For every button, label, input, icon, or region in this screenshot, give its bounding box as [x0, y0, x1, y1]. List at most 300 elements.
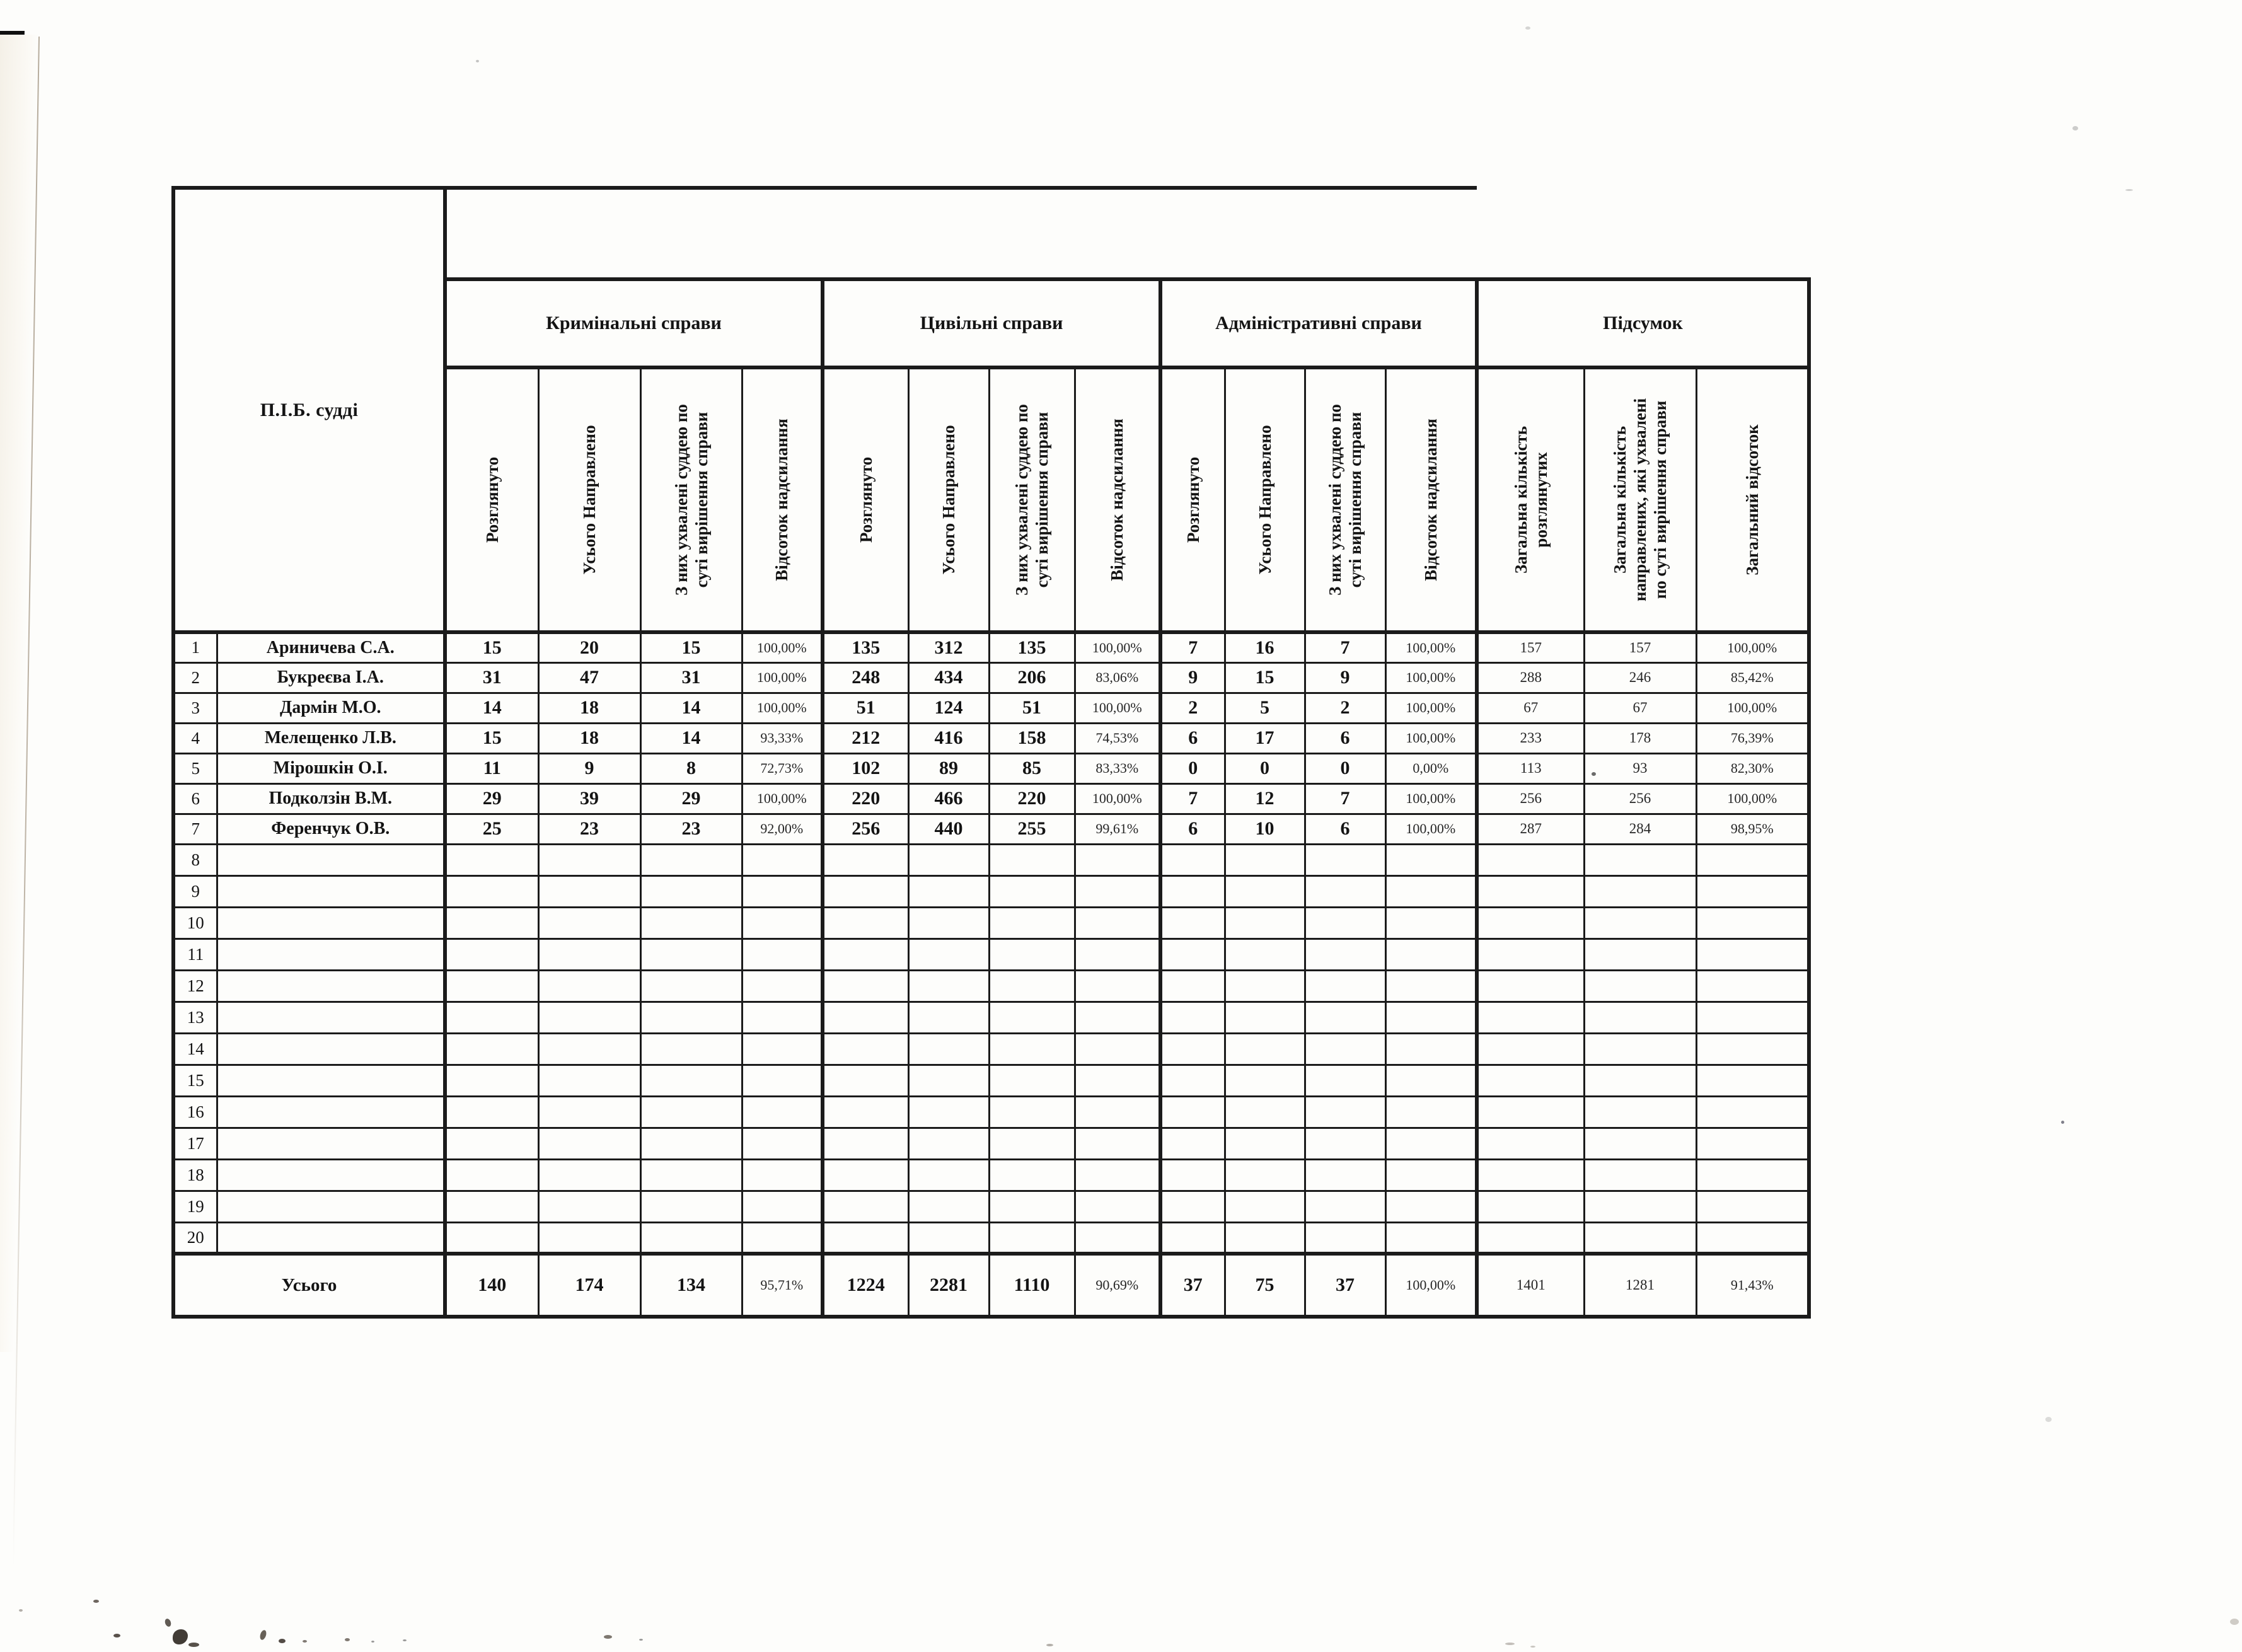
judge-name — [217, 1128, 445, 1159]
value-cell: 15 — [640, 632, 742, 662]
value-cell — [908, 1033, 989, 1065]
value-cell — [989, 907, 1075, 939]
value-cell — [1225, 907, 1305, 939]
value-cell — [445, 1096, 538, 1128]
column-header: Розглянуто — [445, 367, 538, 632]
value-cell — [445, 1222, 538, 1254]
table-row — [173, 693, 1809, 723]
judge-name — [217, 1159, 445, 1191]
value-cell — [1160, 875, 1225, 907]
judge-name — [217, 875, 445, 907]
value-cell — [1696, 1222, 1809, 1254]
value-cell — [640, 1159, 742, 1191]
value-cell — [1696, 1128, 1809, 1159]
value-cell — [1305, 1002, 1385, 1033]
value-cell — [445, 875, 538, 907]
table-row — [173, 814, 1809, 844]
value-cell: 7 — [1305, 783, 1385, 814]
value-cell — [538, 907, 640, 939]
total-value-cell: 95,71% — [742, 1254, 823, 1317]
value-cell — [640, 1096, 742, 1128]
value-cell — [1696, 1065, 1809, 1096]
table-row — [173, 1033, 1809, 1065]
total-value-cell: 37 — [1160, 1254, 1225, 1317]
value-cell — [1477, 844, 1584, 875]
value-cell — [823, 907, 908, 939]
total-value-cell: 174 — [538, 1254, 640, 1317]
value-cell — [1305, 1191, 1385, 1222]
value-cell — [823, 1128, 908, 1159]
value-cell — [989, 1096, 1075, 1128]
value-cell — [1225, 1065, 1305, 1096]
value-cell — [640, 1128, 742, 1159]
value-cell — [1075, 1128, 1160, 1159]
value-cell — [1160, 1159, 1225, 1191]
value-cell: 135 — [989, 632, 1075, 662]
value-cell: 93,33% — [742, 723, 823, 753]
value-cell — [640, 907, 742, 939]
value-cell — [1385, 844, 1477, 875]
scan-speck — [188, 1643, 199, 1647]
value-cell — [1477, 1222, 1584, 1254]
value-cell — [538, 1159, 640, 1191]
value-cell: 100,00% — [1385, 632, 1477, 662]
judge-name — [217, 939, 445, 970]
value-cell: 248 — [823, 662, 908, 693]
value-cell — [1584, 1191, 1696, 1222]
value-cell — [445, 1033, 538, 1065]
value-cell: 16 — [1225, 632, 1305, 662]
value-cell — [742, 875, 823, 907]
pib-header-label: П.І.Б. судді — [260, 399, 359, 420]
column-header: Загальна кількість направлених, які ухвалені по суті вирішення справи — [1584, 367, 1696, 632]
column-header: Загальна кількість розглянутих — [1477, 367, 1584, 632]
value-cell — [1075, 907, 1160, 939]
value-cell: 100,00% — [1696, 783, 1809, 814]
total-value-cell: 91,43% — [1696, 1254, 1809, 1317]
group-header-civil: Цивільні справи — [823, 279, 1160, 367]
value-cell — [538, 1128, 640, 1159]
value-cell — [1225, 1159, 1305, 1191]
value-cell — [1160, 907, 1225, 939]
value-cell — [1385, 1128, 1477, 1159]
value-cell: 220 — [989, 783, 1075, 814]
value-cell: 83,33% — [1075, 753, 1160, 783]
column-header: З них ухвалені суддею по суті вирішення справи — [640, 367, 742, 632]
value-cell — [538, 1033, 640, 1065]
total-value-cell: 134 — [640, 1254, 742, 1317]
scan-speck — [2045, 1417, 2052, 1422]
value-cell: 157 — [1477, 632, 1584, 662]
value-cell: 256 — [1477, 783, 1584, 814]
value-cell: 67 — [1584, 693, 1696, 723]
value-cell — [1584, 1222, 1696, 1254]
value-cell — [1385, 1002, 1477, 1033]
value-cell — [989, 1159, 1075, 1191]
total-value-cell: 1281 — [1584, 1254, 1696, 1317]
value-cell — [640, 970, 742, 1002]
table-row — [173, 753, 1809, 783]
value-cell — [1305, 1128, 1385, 1159]
judge-name — [217, 1096, 445, 1128]
value-cell — [1696, 1096, 1809, 1128]
value-cell: 76,39% — [1696, 723, 1809, 753]
table-row — [173, 1159, 1809, 1191]
value-cell: 178 — [1584, 723, 1696, 753]
value-cell: 158 — [989, 723, 1075, 753]
total-row — [173, 1254, 1809, 1317]
judge-name — [217, 844, 445, 875]
value-cell — [1385, 1096, 1477, 1128]
value-cell: 9 — [1305, 662, 1385, 693]
value-cell: 100,00% — [1385, 723, 1477, 753]
value-cell: 100,00% — [742, 693, 823, 723]
value-cell: 6 — [1305, 723, 1385, 753]
value-cell: 23 — [538, 814, 640, 844]
value-cell: 29 — [640, 783, 742, 814]
value-cell: 100,00% — [1075, 783, 1160, 814]
judge-name: Мірошкін О.І. — [217, 753, 445, 783]
value-cell — [989, 939, 1075, 970]
scan-speck — [1525, 26, 1530, 30]
value-cell: 82,30% — [1696, 753, 1809, 783]
scan-speck — [259, 1629, 268, 1641]
scan-speck — [371, 1641, 374, 1643]
value-cell — [1477, 1191, 1584, 1222]
value-cell: 0,00% — [1385, 753, 1477, 783]
value-cell: 246 — [1584, 662, 1696, 693]
value-cell — [742, 1065, 823, 1096]
column-header: Відсоток надсилання — [742, 367, 823, 632]
value-cell — [445, 1159, 538, 1191]
column-header: Відсоток надсилання — [1075, 367, 1160, 632]
value-cell — [1305, 939, 1385, 970]
value-cell: 67 — [1477, 693, 1584, 723]
row-number: 11 — [173, 939, 217, 970]
value-cell — [1584, 970, 1696, 1002]
value-cell — [823, 1065, 908, 1096]
judge-name — [217, 1191, 445, 1222]
value-cell — [1225, 1096, 1305, 1128]
value-cell — [1696, 970, 1809, 1002]
value-cell — [1696, 939, 1809, 970]
value-cell — [1385, 970, 1477, 1002]
scan-speck — [113, 1634, 120, 1638]
value-cell: 14 — [640, 693, 742, 723]
value-cell: 113 — [1477, 753, 1584, 783]
value-cell — [823, 844, 908, 875]
value-cell — [1584, 1033, 1696, 1065]
row-number: 7 — [173, 814, 217, 844]
value-cell — [989, 970, 1075, 1002]
value-cell — [1305, 1222, 1385, 1254]
value-cell — [640, 1002, 742, 1033]
value-cell — [640, 844, 742, 875]
value-cell — [1225, 1222, 1305, 1254]
value-cell — [989, 1128, 1075, 1159]
scan-speck — [19, 1609, 23, 1612]
value-cell: 29 — [445, 783, 538, 814]
scan-speck — [1530, 1646, 1535, 1648]
value-cell: 256 — [823, 814, 908, 844]
value-cell — [1584, 875, 1696, 907]
value-cell — [1305, 1065, 1385, 1096]
table-row — [173, 1002, 1809, 1033]
value-cell — [742, 907, 823, 939]
value-cell — [445, 1065, 538, 1096]
value-cell — [1385, 875, 1477, 907]
judge-name: Подколзін В.М. — [217, 783, 445, 814]
value-cell — [908, 1191, 989, 1222]
judge-name: Букреєва І.А. — [217, 662, 445, 693]
court-statistics-table — [171, 186, 1811, 1319]
scan-speck — [303, 1640, 307, 1643]
scan-speck — [173, 1629, 188, 1644]
value-cell — [989, 875, 1075, 907]
row-number: 6 — [173, 783, 217, 814]
value-cell — [1477, 939, 1584, 970]
value-cell — [1696, 1033, 1809, 1065]
table-row — [173, 907, 1809, 939]
value-cell — [538, 1002, 640, 1033]
column-header: Розглянуто — [823, 367, 908, 632]
value-cell — [989, 1222, 1075, 1254]
total-value-cell: 1110 — [989, 1254, 1075, 1317]
value-cell: 51 — [823, 693, 908, 723]
value-cell — [1305, 907, 1385, 939]
value-cell — [1477, 1159, 1584, 1191]
value-cell: 206 — [989, 662, 1075, 693]
value-cell: 11 — [445, 753, 538, 783]
value-cell: 255 — [989, 814, 1075, 844]
value-cell: 99,61% — [1075, 814, 1160, 844]
value-cell — [445, 939, 538, 970]
value-cell — [989, 1065, 1075, 1096]
judge-name — [217, 907, 445, 939]
value-cell: 14 — [640, 723, 742, 753]
value-cell — [1225, 1002, 1305, 1033]
value-cell: 100,00% — [1696, 632, 1809, 662]
value-cell — [640, 1065, 742, 1096]
value-cell — [1225, 1128, 1305, 1159]
value-cell: 212 — [823, 723, 908, 753]
value-cell — [742, 1159, 823, 1191]
value-cell: 102 — [823, 753, 908, 783]
scan-speck — [1046, 1644, 1053, 1646]
value-cell — [538, 1222, 640, 1254]
column-header: Усього Направлено — [1225, 367, 1305, 632]
value-cell: 284 — [1584, 814, 1696, 844]
value-cell — [1075, 1065, 1160, 1096]
value-cell — [1075, 970, 1160, 1002]
value-cell: 6 — [1160, 723, 1225, 753]
value-cell — [1584, 1002, 1696, 1033]
group-header-administrative: Адміністративні справи — [1160, 279, 1477, 367]
column-header: Усього Направлено — [538, 367, 640, 632]
value-cell — [1477, 970, 1584, 1002]
value-cell: 15 — [1225, 662, 1305, 693]
value-cell — [742, 970, 823, 1002]
value-cell: 18 — [538, 693, 640, 723]
value-cell: 7 — [1160, 783, 1225, 814]
table-row — [173, 662, 1809, 693]
value-cell — [1385, 1033, 1477, 1065]
value-cell — [1696, 1159, 1809, 1191]
value-cell: 124 — [908, 693, 989, 723]
scan-speck — [2230, 1619, 2239, 1625]
value-cell — [1696, 1191, 1809, 1222]
scan-speck — [403, 1639, 407, 1641]
row-number: 1 — [173, 632, 217, 662]
total-value-cell: 1224 — [823, 1254, 908, 1317]
column-header: З них ухвалені суддею по суті вирішення справи — [1305, 367, 1385, 632]
value-cell — [1305, 844, 1385, 875]
value-cell — [1160, 1128, 1225, 1159]
value-cell — [1584, 1096, 1696, 1128]
judge-name — [217, 1002, 445, 1033]
value-cell — [1225, 1033, 1305, 1065]
value-cell — [823, 1002, 908, 1033]
value-cell — [908, 970, 989, 1002]
value-cell: 135 — [823, 632, 908, 662]
value-cell — [1305, 1096, 1385, 1128]
value-cell — [445, 1128, 538, 1159]
row-number: 8 — [173, 844, 217, 875]
value-cell: 100,00% — [742, 783, 823, 814]
value-cell: 6 — [1160, 814, 1225, 844]
value-cell: 2 — [1305, 693, 1385, 723]
value-cell: 100,00% — [1385, 814, 1477, 844]
value-cell: 434 — [908, 662, 989, 693]
judge-name — [217, 1065, 445, 1096]
value-cell: 440 — [908, 814, 989, 844]
value-cell — [1584, 1065, 1696, 1096]
value-cell — [1305, 1033, 1385, 1065]
judge-name: Мелещенко Л.В. — [217, 723, 445, 753]
value-cell — [1584, 907, 1696, 939]
value-cell — [908, 939, 989, 970]
judge-name — [217, 970, 445, 1002]
table-row — [173, 723, 1809, 753]
value-cell — [908, 1002, 989, 1033]
value-cell — [823, 875, 908, 907]
value-cell — [742, 1002, 823, 1033]
column-header: Усього Направлено — [908, 367, 989, 632]
value-cell — [1160, 939, 1225, 970]
row-number: 9 — [173, 875, 217, 907]
value-cell — [908, 1096, 989, 1128]
value-cell: 17 — [1225, 723, 1305, 753]
value-cell: 0 — [1160, 753, 1225, 783]
value-cell: 9 — [538, 753, 640, 783]
value-cell: 8 — [640, 753, 742, 783]
value-cell — [823, 939, 908, 970]
value-cell — [538, 844, 640, 875]
value-cell — [1385, 1159, 1477, 1191]
value-cell: 0 — [1225, 753, 1305, 783]
value-cell: 9 — [1160, 662, 1225, 693]
row-number: 20 — [173, 1222, 217, 1254]
value-cell — [1160, 844, 1225, 875]
total-value-cell: 75 — [1225, 1254, 1305, 1317]
row-number: 12 — [173, 970, 217, 1002]
value-cell: 100,00% — [1385, 783, 1477, 814]
value-cell — [1225, 875, 1305, 907]
value-cell: 98,95% — [1696, 814, 1809, 844]
value-cell — [445, 970, 538, 1002]
value-cell — [1696, 907, 1809, 939]
scan-speck — [164, 1618, 172, 1627]
top-strip-row — [173, 188, 1809, 279]
value-cell: 466 — [908, 783, 989, 814]
value-cell: 100,00% — [1075, 632, 1160, 662]
value-cell — [1385, 1191, 1477, 1222]
value-cell — [1075, 1159, 1160, 1191]
value-cell: 92,00% — [742, 814, 823, 844]
row-number: 16 — [173, 1096, 217, 1128]
value-cell — [742, 1191, 823, 1222]
value-cell: 7 — [1160, 632, 1225, 662]
row-number: 2 — [173, 662, 217, 693]
value-cell: 312 — [908, 632, 989, 662]
value-cell: 51 — [989, 693, 1075, 723]
value-cell — [640, 939, 742, 970]
value-cell: 85,42% — [1696, 662, 1809, 693]
value-cell: 20 — [538, 632, 640, 662]
value-cell — [1160, 1065, 1225, 1096]
value-cell: 233 — [1477, 723, 1584, 753]
table-row — [173, 1096, 1809, 1128]
value-cell: 100,00% — [1075, 693, 1160, 723]
value-cell — [1477, 875, 1584, 907]
value-cell: 74,53% — [1075, 723, 1160, 753]
value-cell: 220 — [823, 783, 908, 814]
scan-speck — [2072, 126, 2078, 130]
table-row — [173, 970, 1809, 1002]
value-cell: 93 — [1584, 753, 1696, 783]
value-cell: 83,06% — [1075, 662, 1160, 693]
value-cell — [1305, 875, 1385, 907]
scan-speck — [2125, 189, 2133, 191]
value-cell — [445, 1191, 538, 1222]
column-header: Загальний відсоток — [1696, 367, 1809, 632]
value-cell: 416 — [908, 723, 989, 753]
value-cell — [989, 1002, 1075, 1033]
judge-name — [217, 1222, 445, 1254]
value-cell — [908, 1222, 989, 1254]
value-cell — [1584, 1128, 1696, 1159]
value-cell — [1075, 1222, 1160, 1254]
value-cell — [538, 875, 640, 907]
value-cell: 6 — [1305, 814, 1385, 844]
scan-speck — [93, 1600, 99, 1603]
value-cell: 5 — [1225, 693, 1305, 723]
value-cell: 256 — [1584, 783, 1696, 814]
value-cell: 288 — [1477, 662, 1584, 693]
value-cell — [1075, 1096, 1160, 1128]
value-cell — [538, 1191, 640, 1222]
value-cell — [989, 844, 1075, 875]
value-cell: 0 — [1305, 753, 1385, 783]
value-cell — [742, 1033, 823, 1065]
value-cell: 23 — [640, 814, 742, 844]
value-cell: 100,00% — [1696, 693, 1809, 723]
scan-speck — [639, 1639, 643, 1641]
total-value-cell: 140 — [445, 1254, 538, 1317]
value-cell — [1075, 1002, 1160, 1033]
value-cell: 47 — [538, 662, 640, 693]
table-row — [173, 939, 1809, 970]
